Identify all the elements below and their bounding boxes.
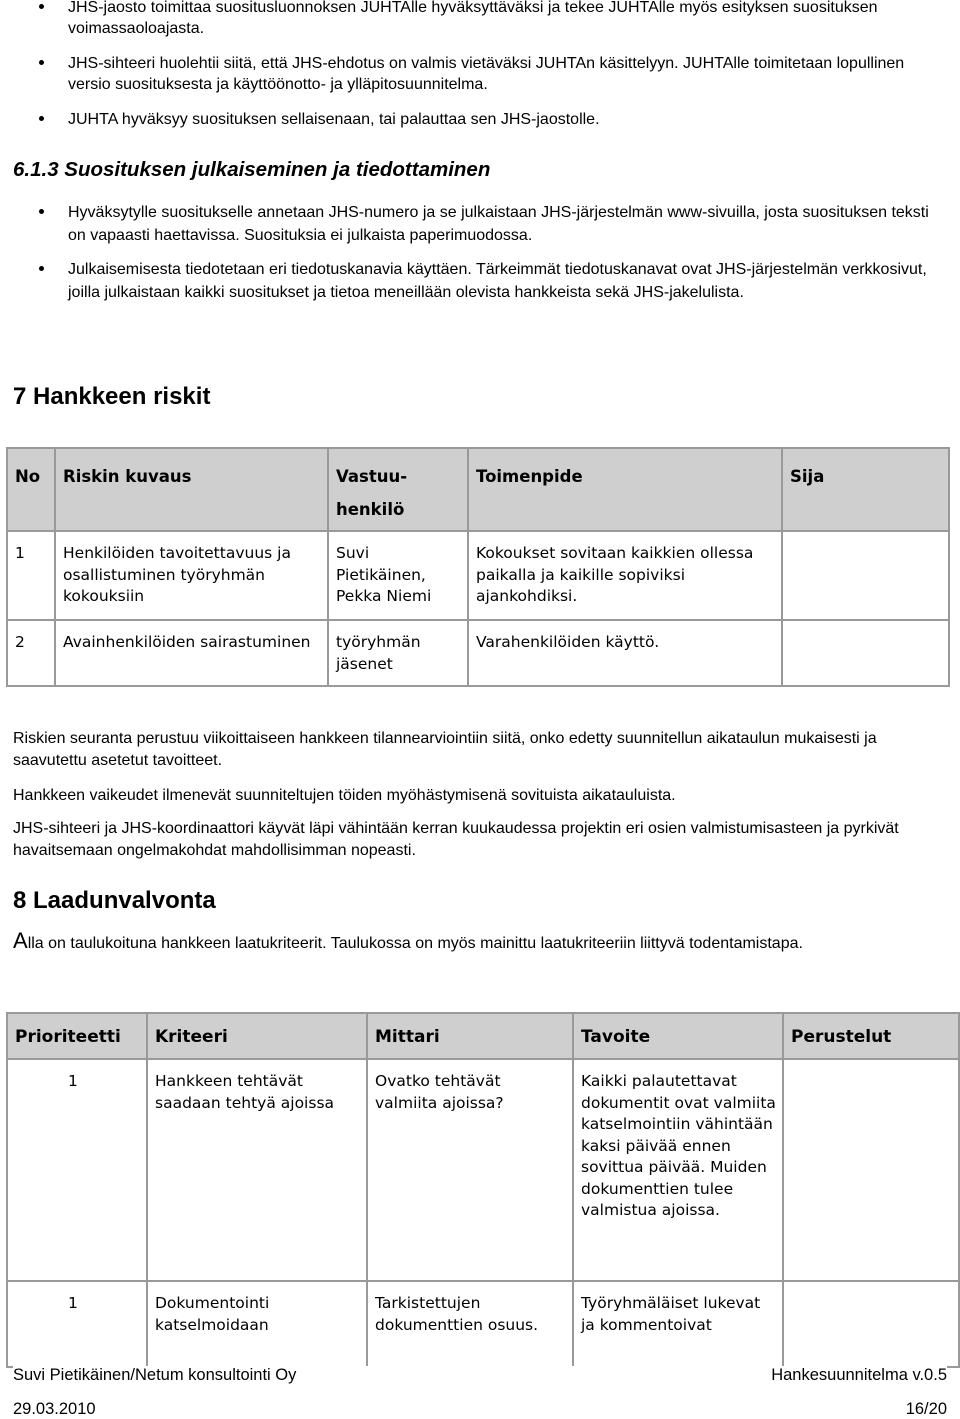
footer-author: Suvi Pietikäinen/Netum konsultointi Oy bbox=[13, 1366, 297, 1384]
table-cell: 1 bbox=[7, 531, 55, 620]
risk-paragraph-3: JHS-sihteeri ja JHS-koordinaattori käyvät läpi vähintään kerran kuukaudessa projektin eri osien valmistumisasteen ja pyrkivät havaitsemaan ongelmakohdat mahdollisimman nopeasti. bbox=[13, 820, 899, 859]
list-item: JUHTA hyväksyy suosituksen sellaisenaan, tai palauttaa sen JHS-jaostolle. bbox=[0, 109, 905, 130]
table-cell: Tarkistettujen dokumenttien osuus. bbox=[367, 1281, 573, 1367]
page-footer-top bbox=[13, 1366, 947, 1385]
header-cell-no: No bbox=[7, 448, 55, 531]
table-cell: Dokumentointi katselmoidaan bbox=[147, 1281, 367, 1367]
footer-page-number: 16/20 bbox=[905, 1400, 947, 1418]
section-heading-6-1-3: 6.1.3 Suosituksen julkaiseminen ja tiedottaminen bbox=[13, 158, 491, 181]
risk-paragraph-1: Riskien seuranta perustuu viikoittaiseen hankkeen tilannearviointiin siitä, onko edetty suunnitellun aikataulun mukaisesti ja saavutettu asetetut tavoitteet. bbox=[13, 730, 877, 769]
footer-document-title: Hankesuunnitelma v.0.5 bbox=[771, 1366, 947, 1384]
list-item: Julkaisemisesta tiedotetaan eri tiedotuskanavia käyttäen. Tärkeimmät tiedotuskanavat ovat JHS-järjestelmän verkkosivut, joilla julkaistaan kaikki suositukset ja tietoa meneillään olevista hankkeista sekä JHS-jakelulista. bbox=[0, 259, 935, 304]
quality-intro bbox=[13, 930, 948, 955]
header-responsible-label: Vastuu- henkilö bbox=[336, 467, 408, 519]
table-cell: työryhmän jäsenet bbox=[328, 620, 468, 686]
section-heading-8: 8 Laadunvalvonta bbox=[13, 887, 216, 914]
header-cell-place: Sija bbox=[782, 448, 949, 531]
risk-table bbox=[6, 447, 950, 687]
table-cell bbox=[782, 620, 949, 686]
header-cell-reasoning: Perustelut bbox=[783, 1013, 959, 1059]
header-cell-priority: Prioriteetti bbox=[7, 1013, 147, 1059]
table-cell: Kokoukset sovitaan kaikkien ollessa paikalla ja kaikille sopiviksi ajankohdiksi. bbox=[468, 531, 782, 620]
table-cell: Ovatko tehtävät valmiita ajoissa? bbox=[367, 1059, 573, 1281]
table-cell bbox=[783, 1281, 959, 1367]
intro-initial: A bbox=[13, 928, 28, 953]
table-header-row bbox=[7, 448, 949, 531]
table-row bbox=[7, 1059, 959, 1281]
table-cell: 2 bbox=[7, 620, 55, 686]
table-cell bbox=[783, 1059, 959, 1281]
table-cell: 1 bbox=[7, 1059, 147, 1281]
table-cell: Suvi Pietikäinen, Pekka Niemi bbox=[328, 531, 468, 620]
table-cell bbox=[782, 531, 949, 620]
list-item: JHS-sihteeri huolehtii siitä, että JHS-ehdotus on valmis vietäväksi JUHTAn käsittelyyn. JUHTAlle toimitetaan lopullinen versio suosituksesta ja käyttöönotto- ja ylläpitosuunnitelma. bbox=[0, 53, 905, 95]
table-cell: Henkilöiden tavoitettavuus ja osallistuminen työryhmän kokouksiin bbox=[55, 531, 328, 620]
list-item: JHS-jaosto toimittaa suositusluonnoksen JUHTAlle hyväksyttäväksi ja tekee JUHTAlle myös esityksen suosituksen voimassaoloajasta. bbox=[0, 0, 905, 39]
risk-paragraph-2: Hankkeen vaikeudet ilmenevät suunniteltujen töiden myöhästymisenä sovituista aikatauluista. bbox=[13, 787, 676, 804]
table-cell: Työryhmäläiset lukevat ja kommentoivat bbox=[573, 1281, 783, 1367]
header-cell-action: Toimenpide bbox=[468, 448, 782, 531]
page-footer-bottom bbox=[13, 1400, 947, 1419]
table-row bbox=[7, 531, 949, 620]
publication-bullet-list bbox=[0, 202, 935, 304]
table-cell: Varahenkilöiden käyttö. bbox=[468, 620, 782, 686]
table-header-row bbox=[7, 1013, 959, 1059]
table-row bbox=[7, 620, 949, 686]
header-cell-responsible bbox=[328, 448, 468, 531]
intro-text: lla on taulukoituna hankkeen laatukriteerit. Taulukossa on myös mainittu laatukriteeriin liittyvä todentamistapa. bbox=[27, 935, 803, 952]
table-cell: 1 bbox=[7, 1281, 147, 1367]
table-cell: Avainhenkilöiden sairastuminen bbox=[55, 620, 328, 686]
section-heading-7: 7 Hankkeen riskit bbox=[13, 383, 211, 410]
table-cell: Kaikki palautettavat dokumentit ovat valmiita katselmointiin vähintään kaksi päivää ennen sovittua päivää. Muiden dokumenttien tulee valmistua ajoissa. bbox=[573, 1059, 783, 1281]
top-bullet-list bbox=[0, 0, 905, 130]
list-item: Hyväksytylle suositukselle annetaan JHS-numero ja se julkaistaan JHS-järjestelmän www-sivuilla, josta suosituksen teksti on vapaasti haettavissa. Suosituksia ei julkaista paperimuodossa. bbox=[0, 202, 935, 247]
header-cell-criterion: Kriteeri bbox=[147, 1013, 367, 1059]
footer-date: 29.03.2010 bbox=[13, 1400, 96, 1418]
header-cell-metric: Mittari bbox=[367, 1013, 573, 1059]
table-row bbox=[7, 1281, 959, 1367]
header-cell-goal: Tavoite bbox=[573, 1013, 783, 1059]
table-cell: Hankkeen tehtävät saadaan tehtyä ajoissa bbox=[147, 1059, 367, 1281]
header-cell-description: Riskin kuvaus bbox=[55, 448, 328, 531]
quality-table bbox=[6, 1012, 960, 1368]
